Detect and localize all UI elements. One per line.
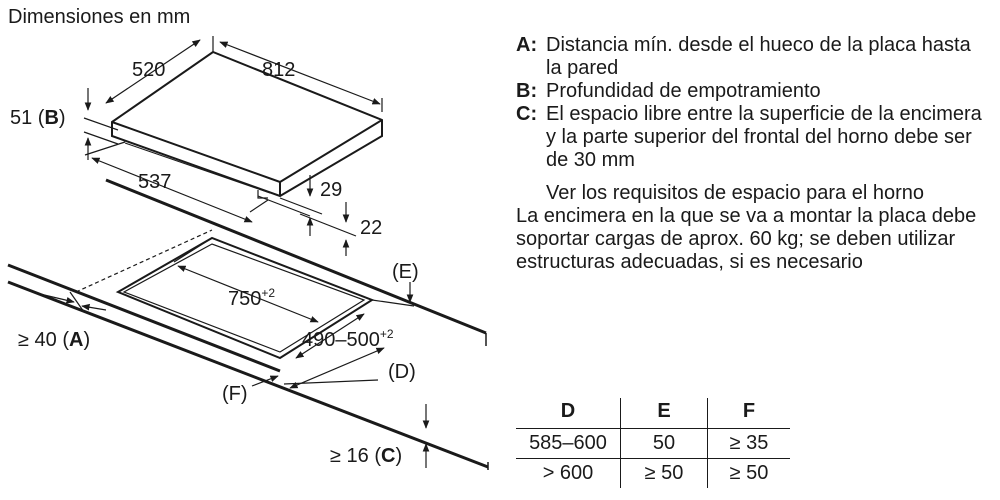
legend-note-oven: Ver los requisitos de espacio para el horno — [546, 182, 925, 204]
legend-key: C: — [516, 103, 538, 125]
legend-text: El espacio libre entre la superficie de la encimera y la parte superior del frontal del horno debe ser de 30 mm — [546, 103, 982, 171]
dim-16-label: ≥ 16 (C) — [330, 445, 403, 467]
dim-812-label: 812 — [262, 59, 296, 81]
table-header-row — [516, 398, 790, 429]
table-cell: > 600 — [542, 462, 594, 484]
legend-item-b — [516, 80, 986, 103]
table-cell: 585–600 — [516, 429, 621, 459]
table-cell: 50 — [621, 429, 708, 459]
dim-537-label: 537 — [138, 171, 172, 193]
countertop-drawing — [8, 180, 488, 470]
table-cell: ≥ 50 — [708, 459, 791, 489]
legend-key: B: — [516, 80, 538, 102]
dim-520-label: 520 — [132, 59, 166, 81]
legend-item-c — [516, 103, 986, 172]
legend-item-a — [516, 34, 986, 80]
dim-22-label: 22 — [360, 217, 383, 239]
label-f: (F) — [222, 383, 248, 405]
table-header: F — [708, 398, 791, 429]
dim-750-label: $750^{+2}$ — [228, 286, 276, 310]
legend — [516, 34, 986, 274]
table-row — [516, 429, 790, 459]
dim-51-label: 51 (B) — [10, 107, 66, 129]
dim-40-label: ≥ 40 (A) — [18, 329, 91, 351]
label-e: (E) — [392, 261, 419, 283]
clearance-table — [516, 398, 790, 488]
legend-text: Profundidad de empotramiento — [546, 80, 821, 102]
table-header: D — [516, 398, 621, 429]
legend-text: Distancia mín. desde el hueco de la placa hasta la pared — [546, 34, 971, 79]
diagram-title: Dimensiones en mm — [8, 6, 191, 28]
table-header: E — [621, 398, 708, 429]
table-cell: ≥ 35 — [708, 429, 791, 459]
legend-key: A: — [516, 34, 538, 56]
dim-490-500-label: $490-500^{+2}$ — [302, 327, 394, 351]
legend-note-load: La encimera en la que se va a montar la placa debe soportar cargas de aprox. 60 kg; se deben utilizar estructuras adecuadas, si es necesario — [516, 205, 977, 273]
label-d: (D) — [388, 361, 416, 383]
table-row — [516, 459, 790, 489]
table-cell: ≥ 50 — [621, 459, 708, 489]
dim-29-label: 29 — [320, 179, 343, 201]
